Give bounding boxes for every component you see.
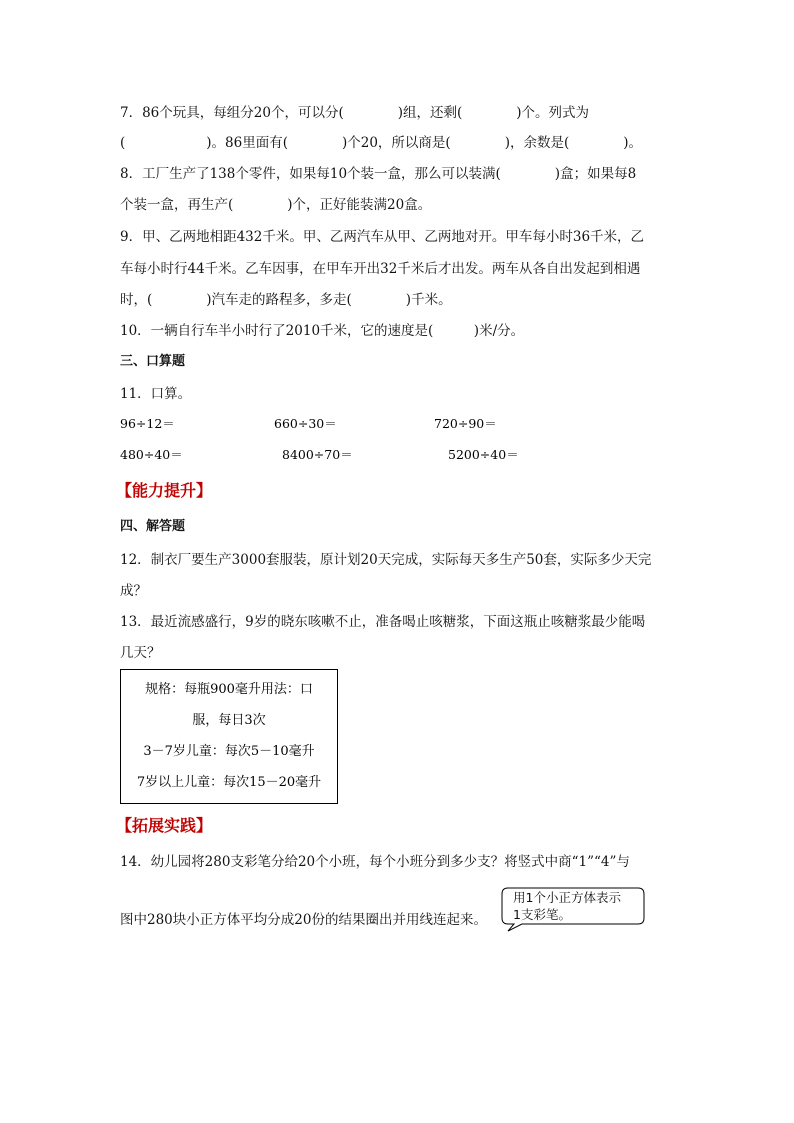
q11-title: 11．口算。	[120, 386, 192, 402]
q9-line-3: 时，( )汽车走的路程多，多走( )千米。	[120, 292, 452, 308]
q7-line-2: ( )。86里面有( )个20，所以商是( )，余数是( )。	[120, 135, 642, 151]
q14-line-1: 14．幼儿园将280支彩笔分给20个小班，每个小班分到多少支？将竖式中商“1”“4”与	[120, 854, 630, 870]
q9-line-2: 车每小时行44千米。乙车因事，在甲车开出32千米后才出发。两车从各自出发起到相遇	[120, 261, 641, 277]
spec-line: 规格：每瓶900毫升用法：口	[145, 682, 313, 697]
q12-line-2: 成？	[120, 583, 147, 599]
heading-extend: 【拓展实践】	[116, 816, 213, 835]
spec-line: 服，每日3次	[192, 713, 266, 728]
q9-line-1: 9．甲、乙两地相距432千米。甲、乙两汽车从甲、乙两地对开。甲车每小时36千米，乙	[120, 229, 645, 245]
question-10: 10．一辆自行车半小时行了2010千米，它的速度是( )米/分。	[120, 323, 525, 339]
q14-line-2: 图中280块小正方体平均分成20份的结果圈出并用线连起来。	[120, 912, 487, 928]
q12-line-1: 12．制衣厂要生产3000套服装，原计划20天完成，实际每天多生产50套，实际多少天完	[120, 552, 652, 568]
heading-ability: 【能力提升】	[116, 481, 213, 500]
calc-item: 8400÷70＝	[282, 447, 353, 462]
callout-line: 用1个小正方体表示	[513, 890, 621, 905]
syrup-spec-box	[120, 669, 338, 804]
calc-item: 660÷30＝	[274, 416, 337, 431]
callout-line: 1支彩笔。	[513, 907, 571, 922]
q13-line-2: 几天？	[120, 645, 161, 661]
q13-line-1: 13．最近流感盛行，9岁的晓东咳嗽不止，准备喝止咳糖浆，下面这瓶止咳糖浆最少能喝	[120, 614, 646, 630]
speech-bubble-text	[513, 889, 641, 923]
section-4-title: 四、解答题	[120, 519, 186, 534]
q7-line-1: 7．86个玩具，每组分20个，可以分( )组，还剩( )个。列式为	[120, 105, 590, 121]
spec-line: 7岁以上儿童：每次15－20毫升	[136, 775, 322, 790]
calc-item: 480÷40＝	[120, 447, 183, 462]
speech-bubble	[500, 887, 646, 932]
section-3-title: 三、口算题	[120, 354, 186, 369]
spec-line: 3－7岁儿童：每次5－10毫升	[143, 744, 315, 759]
calc-item: 720÷90＝	[434, 416, 497, 431]
calc-item: 5200÷40＝	[448, 447, 519, 462]
q8-line-2: 个装一盒，再生产( )个，正好能装满20盒。	[120, 197, 432, 213]
calc-item: 96÷12＝	[120, 416, 175, 431]
q8-line-1: 8．工厂生产了138个零件，如果每10个装一盒，那么可以装满( )盒；如果每8	[120, 166, 637, 182]
